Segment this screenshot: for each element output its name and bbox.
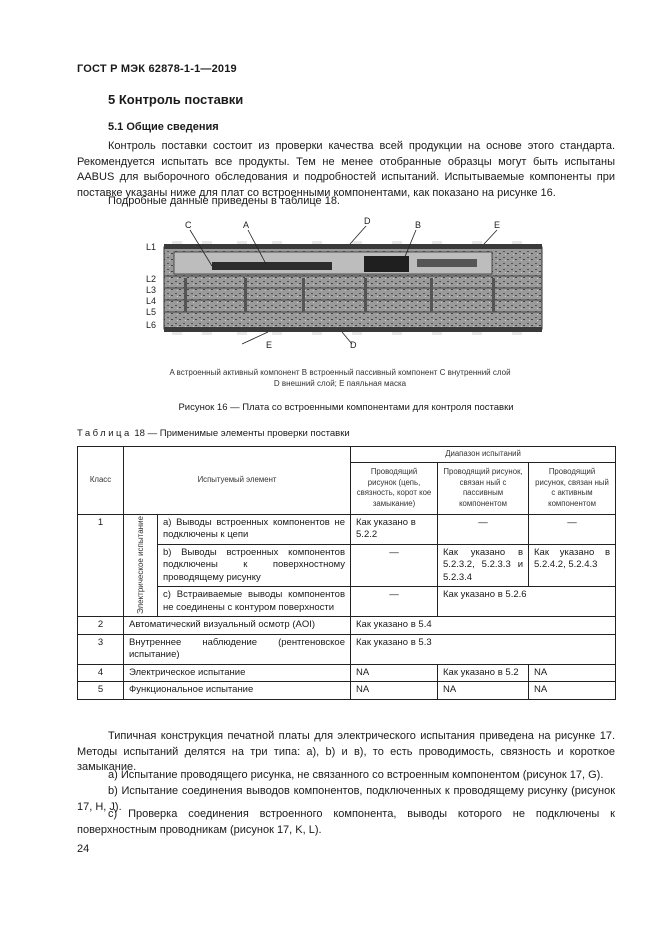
row-item: Функциональное испытание [124,682,351,700]
cell: NA [351,664,438,682]
standard-header: ГОСТ Р МЭК 62878-1-1—2019 [77,63,237,75]
row-class: 2 [78,617,124,635]
page-number: 24 [77,843,90,855]
layer-label: L3 [146,285,157,295]
row-item: Внутреннее наблюдение (рентгеновское испытание) [124,634,351,664]
active-component [212,262,332,270]
header-class: Класс [78,447,124,515]
layer-label: L6 [146,320,157,330]
cell: NA [529,664,616,682]
section-title: 5 Контроль поставки [108,92,244,107]
solder-mask-bottom [172,332,522,335]
row-item: Автоматический визуальный осмотр (AOI) [124,617,351,635]
electrical-test-label: Электрическое испытание [135,516,145,615]
cell: NA [529,682,616,700]
layer-label: L4 [146,296,157,306]
callout-label: E [494,220,501,230]
cell: NA [351,682,438,700]
subsection-title: 5.1 Общие сведения [108,121,219,133]
body-paragraph: Типичная конструкция печатной платы для электрического испытания приведена на рисунке 17. Методы испытаний делятся на три типа: а), b) и в), то есть проводимость, связность и короткое замыкание. [77,730,615,773]
cell: Как указано в 5.4 [351,617,616,635]
cell: Как указано в 5.2 [438,664,529,682]
layer-label: L2 [146,274,157,284]
list-item-c: с) Проверка соединения встроенного компонента, выводы которого не подключены к поверхностным проводникам (рисунок 17, K, L). [77,808,615,836]
row-item: а) Выводы встроенных компонентов не подключены к цепи [158,514,351,544]
row-class: 5 [78,682,124,700]
cell: Как указано в 5.3 [351,634,616,664]
row-item: Электрическое испытание [124,664,351,682]
intro-paragraph-2: Подробные данные приведены в таблице 18. [108,195,340,207]
callout-label: D [364,216,371,226]
callout-label: E [266,340,273,350]
figure-legend-line-1: A встроенный активный компонент B встроенный пассивный компонент C внутренний слой [169,368,511,377]
callout-label: C [185,220,192,230]
electrical-test-group [124,514,158,617]
list-item-a: а) Испытание проводящего рисунка, не связанного со встроенным компонентом (рисунок 17, G). [108,769,604,781]
header-col3: Проводящий рисунок, связан ный с активным компонентом [529,462,616,514]
cell: Как указано в 5.2.2 [351,514,438,544]
solder-mask-top [172,241,522,244]
callout-label: D [350,340,357,350]
passive-component [364,256,409,272]
cell: Как указано в 5.2.4.2, 5.2.4.3 [529,544,616,587]
cell: Как указано в 5.2.3.2, 5.2.3.3 и 5.2.3.4 [438,544,529,587]
cell: — [529,514,616,544]
layer-label: L1 [146,242,157,252]
table-title-label: Таблица [77,428,132,439]
figure-legend-line-2: D внешний слой; E паяльная маска [273,379,407,388]
row-class: 1 [78,514,124,617]
list-item-b: b) Испытание соединения выводов компонентов, подключенных к проводящему рисунку (рисунок 17, H, J). [77,785,615,813]
cell: Как указано в 5.2.6 [438,587,616,617]
header-col2: Проводящий рисунок, связан ный с пассивным компонентом [438,462,529,514]
layer-label: L5 [146,307,157,317]
outer-layer-top [164,244,542,249]
row-item: b) Выводы встроенных компонентов подключены к поверхностному проводящему рисунку [158,544,351,587]
cell: — [438,514,529,544]
board-cross-section-figure [142,214,552,359]
cell: NA [438,682,529,700]
header-col1: Проводящий рисунок (цепь, связность, корот кое замыкание) [351,462,438,514]
callout-label: A [243,220,250,230]
table-title-text: 18 — Применимые элементы проверки поставки [131,428,350,439]
cell: — [351,544,438,587]
row-class: 4 [78,664,124,682]
intro-paragraph: Контроль поставки состоит из проверки качества всей продукции на основе этого стандарта. Рекомендуется испытать все продукты. Тем не менее отобранные образцы могут быть испытаны AABUS для выборочного обследования и подробностей испытаний. Испытываемые компоненты при поставке указаны ниже для плат со встроенными компонентами, как показано на рисунке 16. [77,140,615,199]
header-item: Испытуемый элемент [124,447,351,515]
table-title [77,428,350,439]
delivery-inspection-table [77,446,616,700]
header-range: Диапазон испытаний [351,447,616,463]
figure-caption: Рисунок 16 — Плата со встроенными компонентами для контроля поставки [178,402,514,413]
row-class: 3 [78,634,124,664]
cell: — [351,587,438,617]
callout-label: B [415,220,422,230]
row-item: c) Встраиваемые выводы компонентов не соединены с контуром поверхности [158,587,351,617]
outer-layer-bottom [164,327,542,332]
